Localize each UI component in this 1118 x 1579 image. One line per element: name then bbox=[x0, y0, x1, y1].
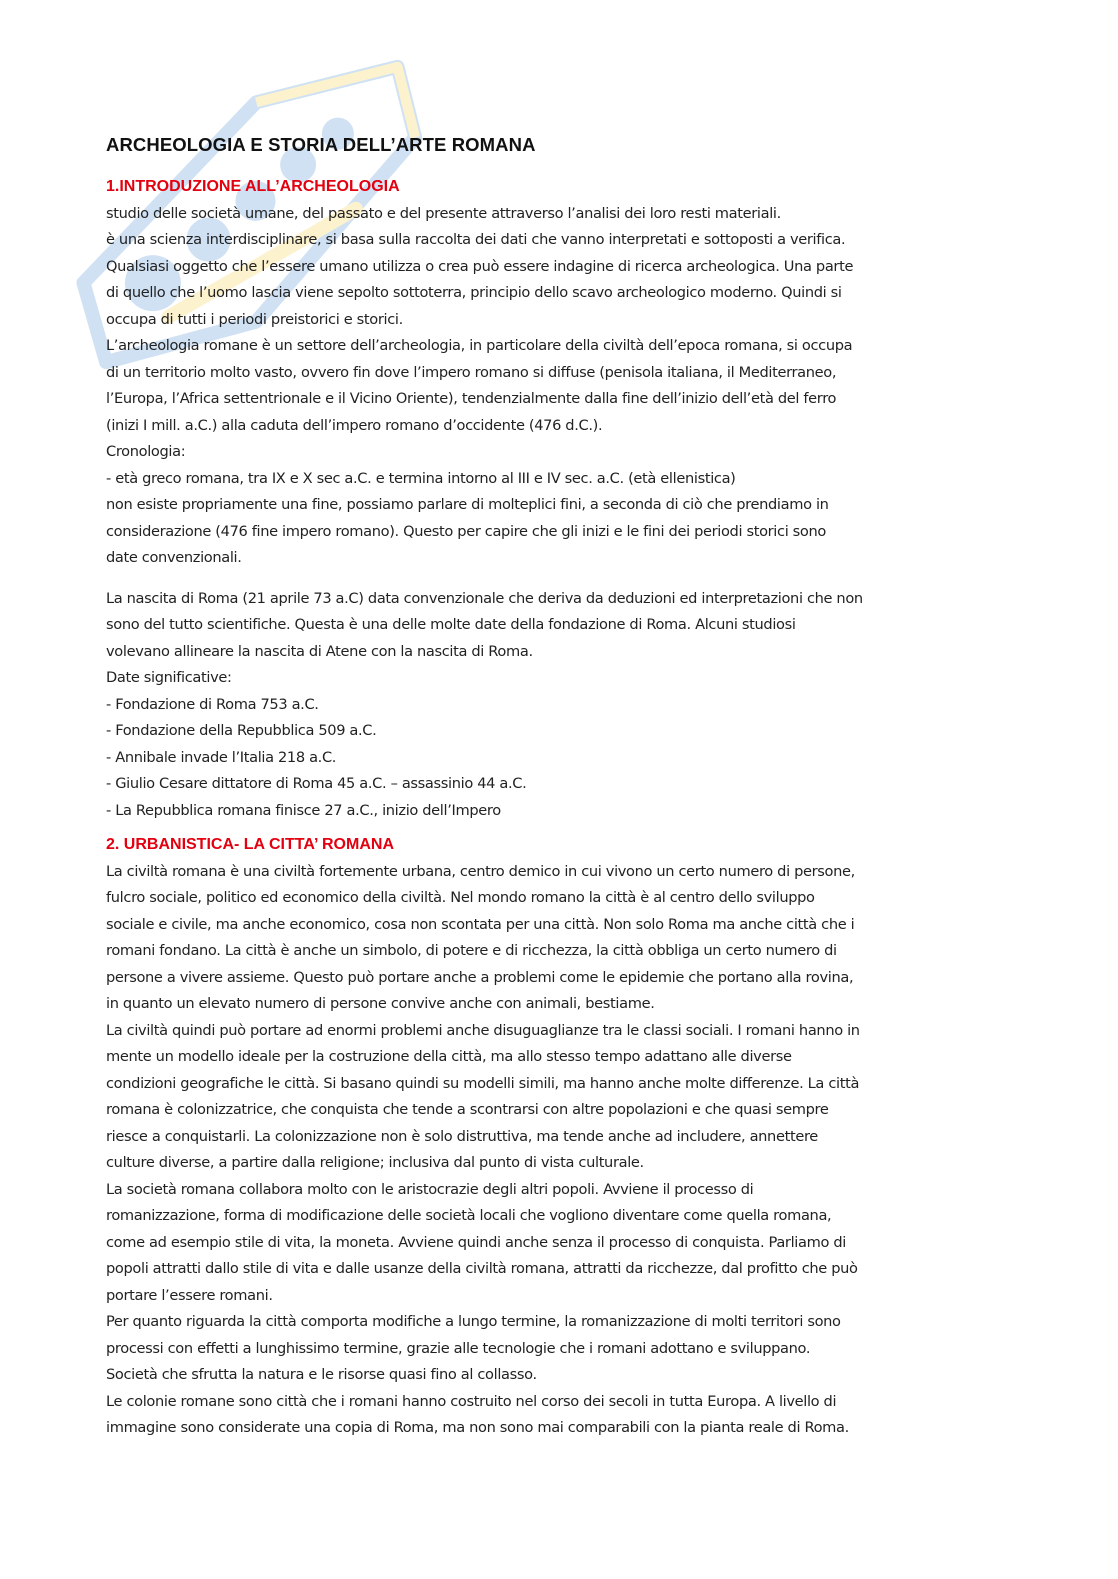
text-line: mente un modello ideale per la costruzione della città, ma allo stesso tempo adattano alle diverse bbox=[106, 1048, 792, 1065]
text-line: date convenzionali. bbox=[106, 549, 242, 566]
list-item: - Fondazione di Roma 753 a.C. bbox=[106, 695, 319, 713]
text-line: Qualsiasi oggetto che l’essere umano utilizza o crea può essere indagine di ricerca archeologica. Una parte bbox=[106, 257, 854, 275]
text-line: occupa di tutti i periodi preistorici e storici. bbox=[106, 310, 403, 328]
text-line: fulcro sociale, politico ed economico della civiltà. Nel mondo romano la città è al centro dello sviluppo bbox=[106, 889, 815, 906]
text-line: volevano allineare la nascita di Atene con la nascita di Roma. bbox=[106, 642, 533, 660]
text-line: sono del tutto scientifiche. Questa è una delle molte date della fondazione di Roma. Alcuni studiosi bbox=[106, 616, 796, 633]
text-line: La società romana collabora molto con le aristocrazie degli altri popoli. Avviene il processo di bbox=[106, 1180, 754, 1198]
text-line: considerazione (476 fine impero romano). Questo per capire che gli inizi e le fini dei periodi storici sono bbox=[106, 522, 826, 540]
text-line: condizioni geografiche le città. Si basano quindi su modelli simili, ma hanno anche molte differenze. La città bbox=[106, 1074, 860, 1092]
text-line: processi con effetti a lunghissimo termine, grazie alle tecnologie che i romani adottano e sviluppano. bbox=[106, 1339, 811, 1357]
section-heading: 2. URBANISTICA- LA CITTA’ ROMANA bbox=[106, 836, 394, 853]
text-line: La civiltà quindi può portare ad enormi problemi anche disuguaglianze tra le classi sociali. I romani hanno in bbox=[106, 1021, 860, 1039]
section-introduzione bbox=[106, 174, 1006, 824]
text-line: come ad esempio stile di vita, la moneta. Avviene quindi anche senza il processo di conquista. Parliamo di bbox=[106, 1233, 846, 1251]
text-line: romanizzazione, forma di modificazione delle società locali che vogliono diventare come quella romana, bbox=[106, 1207, 832, 1224]
text-line: La nascita di Roma (21 aprile 73 a.C) data convenzionale che deriva da deduzioni ed interpretazioni che non bbox=[106, 589, 863, 607]
text-line: romani fondano. La città è anche un simbolo, di potere e di ricchezza, la città obbliga un certo numero di bbox=[106, 942, 837, 959]
text-line: immagine sono considerate una copia di Roma, ma non sono mai comparabili con la pianta reale di Roma. bbox=[106, 1419, 849, 1436]
text-line: l’Europa, l’Africa settentrionale e il Vicino Oriente), tendenzialmente dalla fine dell’inizio dell’età del ferro bbox=[106, 390, 837, 407]
list-item: - Fondazione della Repubblica 509 a.C. bbox=[106, 722, 377, 739]
text-line: La civiltà romana è una civiltà fortemente urbana, centro demico in cui vivono un certo numero di persone, bbox=[106, 862, 855, 880]
text-line: L’archeologia romane è un settore dell’archeologia, in particolare della civiltà dell’epoca romana, si occupa bbox=[106, 337, 853, 354]
text-line: Società che sfrutta la natura e le risorse quasi fino al collasso. bbox=[106, 1366, 537, 1383]
document-page bbox=[106, 132, 1006, 1442]
text-line: Le colonie romane sono città che i romani hanno costruito nel corso dei secoli in tutta Europa. A livello di bbox=[106, 1392, 837, 1410]
list-item: - Giulio Cesare dittatore di Roma 45 a.C. – assassinio 44 a.C. bbox=[106, 775, 527, 792]
text-line: in quanto un elevato numero di persone convive anche con animali, bestiame. bbox=[106, 995, 655, 1012]
section-urbanistica bbox=[106, 832, 1006, 1442]
text-line: culture diverse, a partire dalla religione; inclusiva dal punto di vista culturale. bbox=[106, 1154, 644, 1171]
document-title: ARCHEOLOGIA E STORIA DELL’ARTE ROMANA bbox=[106, 134, 536, 155]
text-line: - età greco romana, tra IX e X sec a.C. e termina intorno al III e IV sec. a.C. (età ellenistica) bbox=[106, 469, 736, 487]
text-line: riesce a conquistarli. La colonizzazione non è solo distruttiva, ma tende anche ad includere, annettere bbox=[106, 1127, 818, 1145]
section-body bbox=[106, 201, 1006, 572]
text-line: è una scienza interdisciplinare, si basa sulla raccolta dei dati che vanno interpretati e sottoposti a verifica. bbox=[106, 231, 846, 248]
text-line: Per quanto riguarda la città comporta modifiche a lungo termine, la romanizzazione di molti territori sono bbox=[106, 1313, 841, 1330]
text-line: Cronologia: bbox=[106, 443, 186, 460]
text-line: popoli attratti dallo stile di vita e dalle usanze della civiltà romana, attratti da ricchezze, dal profitto che può bbox=[106, 1260, 858, 1277]
text-line: romana è colonizzatrice, che conquista che tende a scontrarsi con altre popolazioni e che quasi sempre bbox=[106, 1101, 829, 1118]
text-line: persone a vivere assieme. Questo può portare anche a problemi come le epidemie che portano alla rovina, bbox=[106, 968, 854, 986]
text-line: portare l’essere romani. bbox=[106, 1286, 273, 1304]
list-item: - La Repubblica romana finisce 27 a.C., inizio dell’Impero bbox=[106, 801, 501, 819]
section-body bbox=[106, 859, 1006, 1442]
text-line: non esiste propriamente una fine, possiamo parlare di molteplici fini, a seconda di ciò che prendiamo in bbox=[106, 496, 829, 513]
text-line: di quello che l’uomo lascia viene sepolto sottoterra, principio dello scavo archeologico moderno. Quindi si bbox=[106, 284, 842, 301]
text-line: (inizi I mill. a.C.) alla caduta dell’impero romano d’occidente (476 d.C.). bbox=[106, 416, 603, 434]
list-item: - Annibale invade l’Italia 218 a.C. bbox=[106, 748, 337, 766]
section-heading: 1.INTRODUZIONE ALL’ARCHEOLOGIA bbox=[106, 178, 400, 195]
text-line: di un territorio molto vasto, ovvero fin dove l’impero romano si diffuse (penisola italiana, il Mediterraneo, bbox=[106, 363, 837, 381]
text-line: sociale e civile, ma anche economico, cosa non scontata per una città. Non solo Roma ma anche città che i bbox=[106, 915, 855, 933]
text-line: studio delle società umane, del passato e del presente attraverso l’analisi dei loro resti materiali. bbox=[106, 204, 781, 222]
section-body bbox=[106, 586, 1006, 825]
text-line: Date significative: bbox=[106, 669, 232, 686]
